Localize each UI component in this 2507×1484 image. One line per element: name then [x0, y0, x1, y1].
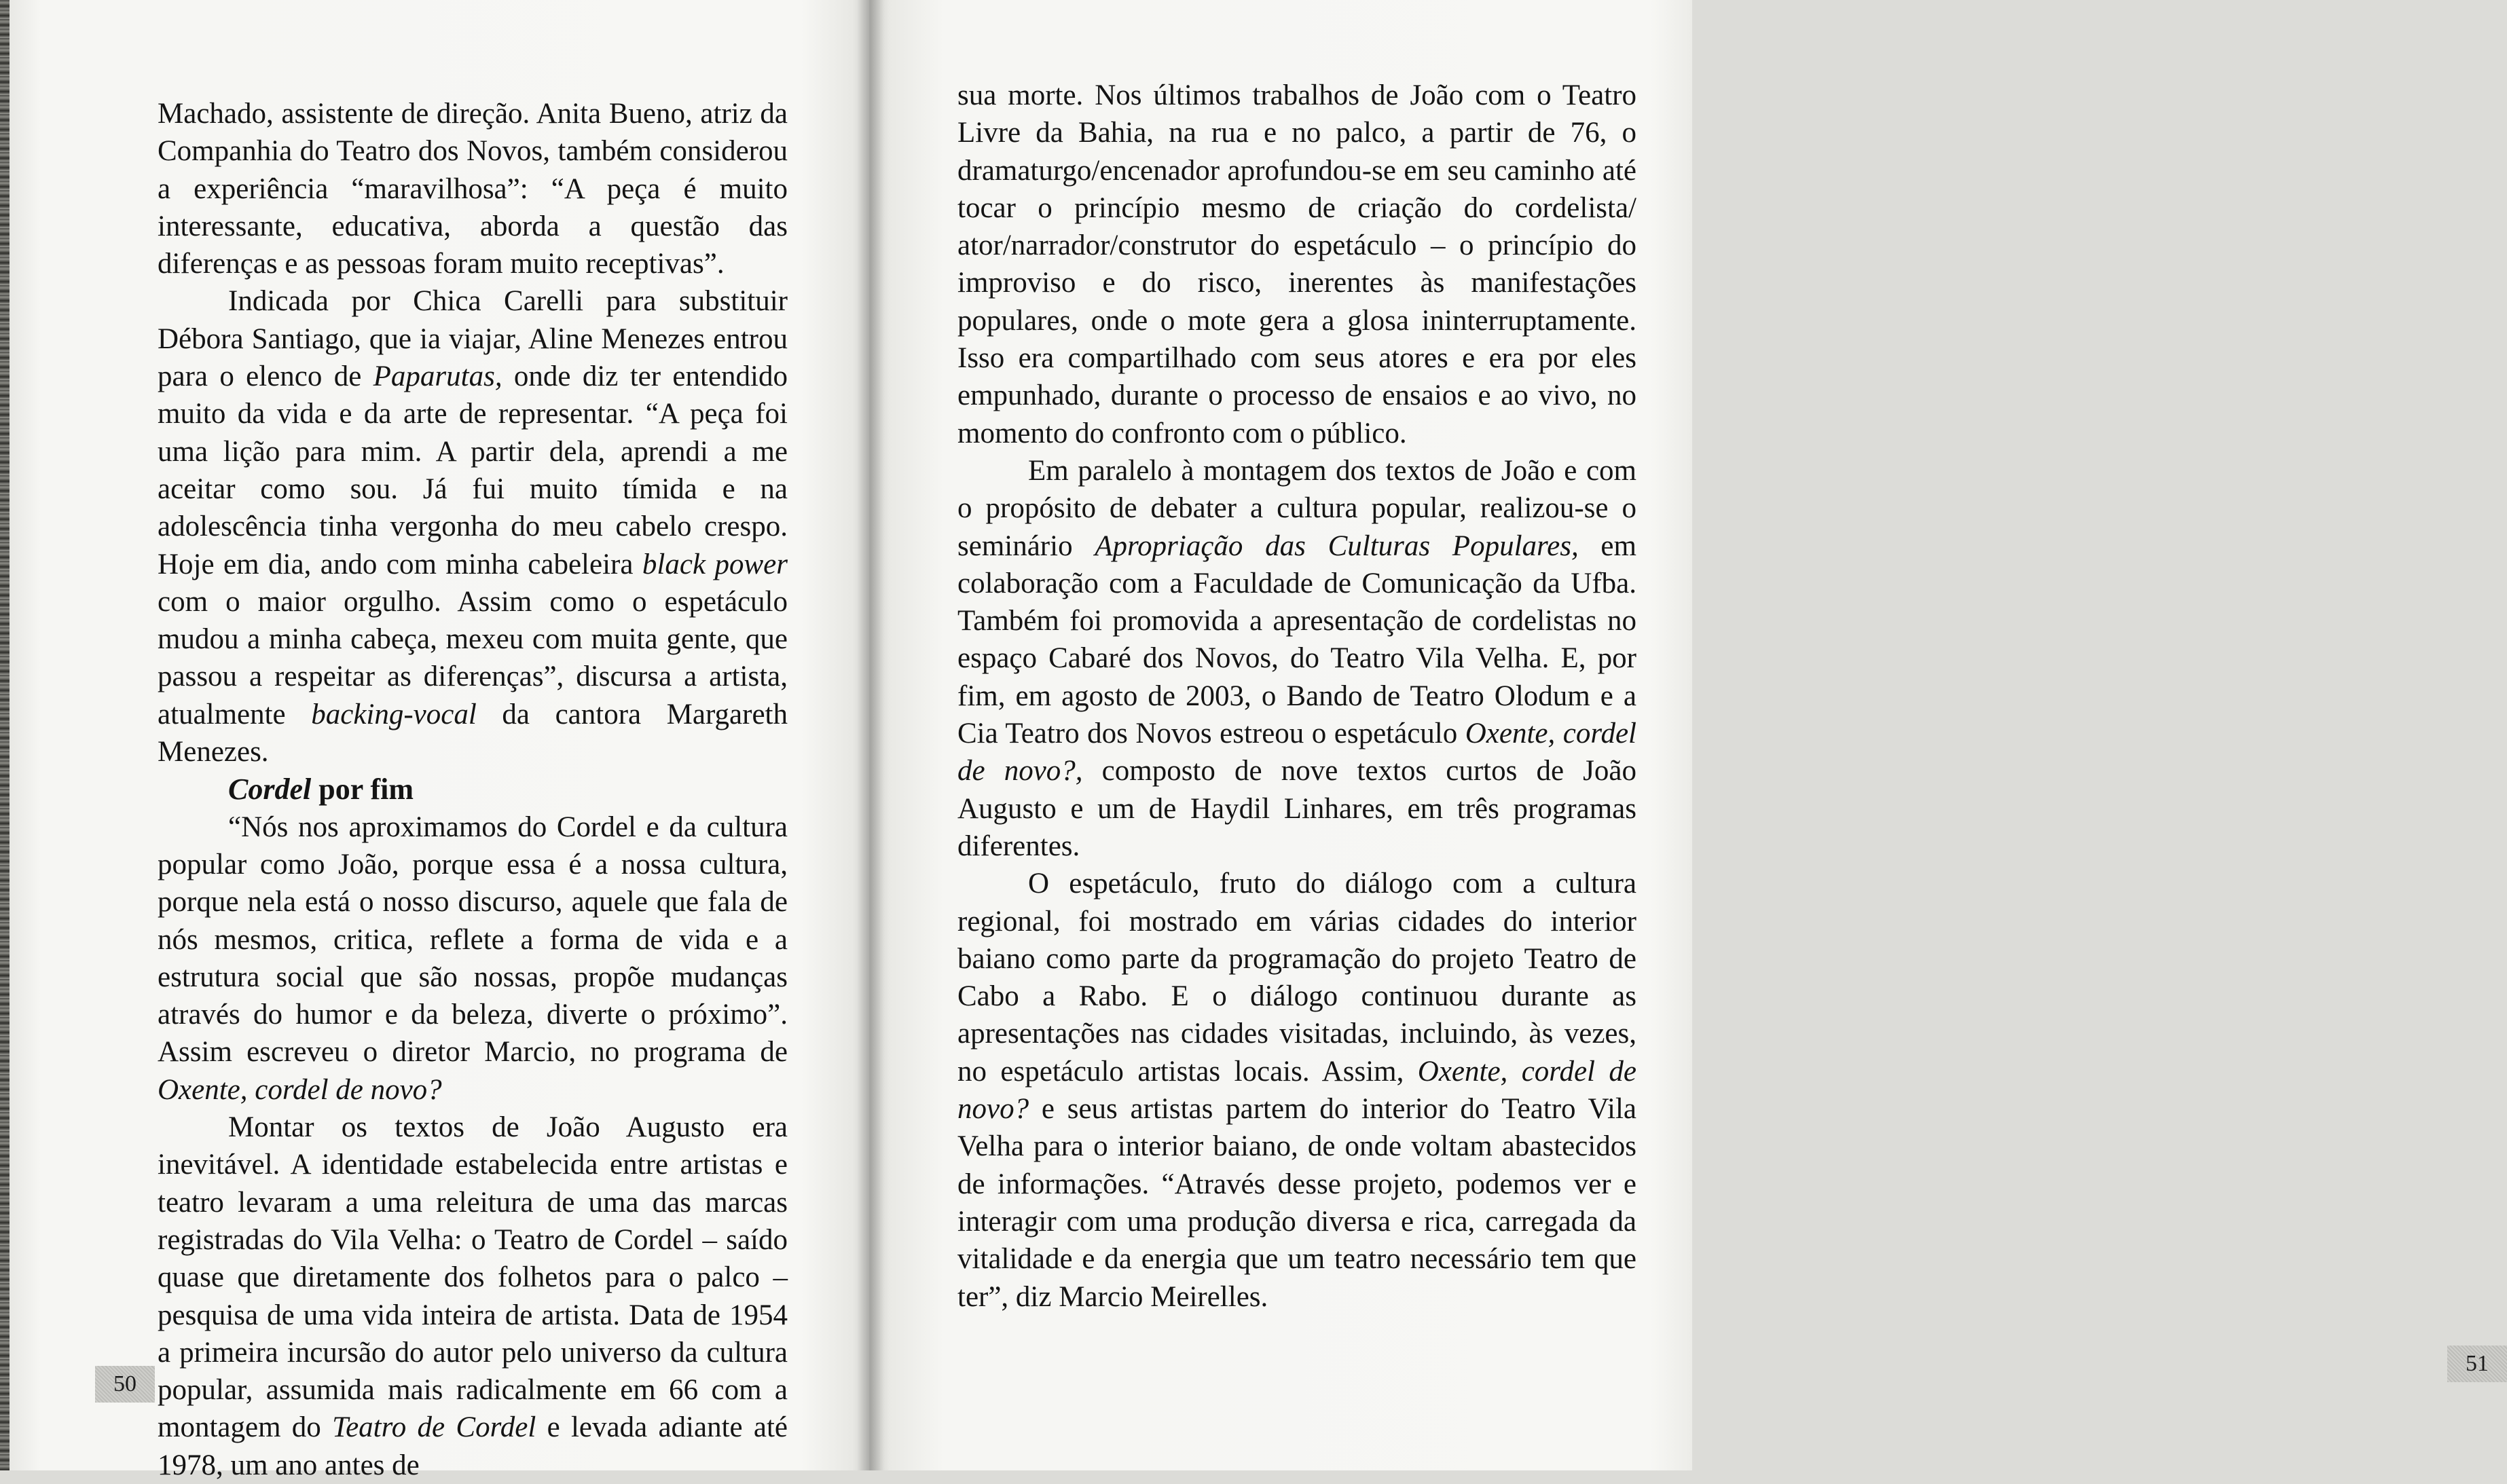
- book-binding-edge: [0, 0, 10, 1470]
- italic-title: Oxente, cordel de novo?: [158, 1073, 442, 1106]
- paragraph: [158, 1109, 788, 1484]
- page-number-left: 50: [95, 1366, 155, 1403]
- paragraph: [158, 95, 788, 282]
- text-run: Indicada por Chica Carelli para substituir Débora Santiago, que ia viajar, Aline Menezes entrou para o elenco de: [158, 285, 788, 393]
- paragraph: [957, 452, 1636, 865]
- section-heading: [158, 771, 788, 808]
- text-run: sua morte. Nos últimos trabalhos de João com o Teatro Livre da Bahia, na rua e no palco, a partir de 76, o dramaturgo/encenador aprofundou-se em seu caminho até tocar o princípio mesmo de criação do cordelista/ ator/narrador/construtor do espetáculo – o princípio do improviso e do risco, inerentes às manifestações populares, onde o mote gera a glosa ininterruptamente. Isso era compartilhado com seus atores e era por eles empunhado, durante o processo de ensaios e ao vivo, no momento do confronto com o público.: [957, 79, 1636, 449]
- text-run: Montar os textos de João Augusto era inevitável. A identidade estabelecida entre artistas e teatro levaram a uma releitura de uma das marcas registradas do Vila Velha: o Teatro de Cordel – saído quase que diretamente dos folhetos para o palco – pesquisa de uma vida inteira de artista. Data de 1954 a primeira incursão do autor pelo universo da cultura popular, assumida mais radicalmente em 66 com a montagem do: [158, 1111, 788, 1444]
- italic-title: Teatro de Cordel: [332, 1411, 536, 1444]
- text-run: e seus artistas partem do interior do Teatro Vila Velha para o interior baiano, de onde voltam abastecidos de informações. “Através desse projeto, podemos ver e interagir com uma produção diversa e rica, carregada da vitalidade e da energia que um teatro necessário tem que ter”, diz Marcio Meirelles.: [957, 1093, 1636, 1313]
- paragraph: [957, 865, 1636, 1316]
- text-run: composto de nove textos curtos de João Augusto e um de Haydil Linhares, em três programas diferentes.: [957, 755, 1636, 862]
- text-run: por fim: [311, 773, 414, 806]
- text-run: “Nós nos aproximamos do Cordel e da cultura popular como João, porque essa é a nossa cultura, porque nela está o nosso discurso, aquele que fala de nós mesmos, critica, reflete a forma de vida e a estrutura social que são nossas, propõe mudanças através do humor e da beleza, diverte o próximo”. Assim escreveu o diretor Marcio, no programa de: [158, 811, 788, 1069]
- paragraph: [158, 809, 788, 1109]
- italic-title: Paparutas,: [373, 360, 502, 393]
- text-run: com o maior orgulho. Assim como o espetáculo mudou a minha cabeça, mexeu com muita gente, que passou a respeitar as diferenças”, discursa a artista, atualmente: [158, 585, 788, 730]
- left-page: [0, 0, 869, 1481]
- text-run: Machado, assistente de direção. Anita Bueno, atriz da Companhia do Teatro dos Novos, também considerou a experiência “maravilhosa”: “A peça é muito interessante, educativa, aborda a questão das diferenças e as pessoas foram muito receptivas”.: [158, 98, 788, 280]
- italic-title: backing-vocal: [311, 698, 477, 730]
- italic-title: Oxente, cordel de novo?,: [957, 718, 1636, 787]
- italic-title: black power: [642, 548, 788, 580]
- text-run: em colaboração com a Faculdade de Comunicação da Ufba. Também foi promovida a apresentação de cordelistas no espaço Cabaré dos Novos, do Teatro Vila Velha. E, por fim, em agosto de 2003, o Bando de Teatro Olodum e a Cia Teatro dos Novos estreou o espetáculo: [957, 530, 1636, 750]
- right-page-text: [957, 77, 1636, 1316]
- italic-title: Cordel: [228, 773, 312, 806]
- text-run: da cantora Margareth Menezes.: [158, 698, 788, 768]
- page-number-right: 51: [2447, 1346, 2507, 1382]
- text-run: e levada adiante até 1978, um ano antes de: [158, 1411, 788, 1481]
- gutter-shadow: [857, 0, 884, 1470]
- italic-title: Apropriação das Culturas Populares,: [1095, 530, 1579, 562]
- left-page-text: [158, 95, 788, 1484]
- paragraph: [158, 282, 788, 771]
- text-run: onde diz ter entendido muito da vida e da arte de representar. “A peça foi uma lição para mim. A partir dela, aprendi a me aceitar como sou. Já fui muito tímida e na adolescência tinha vergonha do meu cabelo crespo. Hoje em dia, ando com minha cabeleira: [158, 360, 788, 580]
- right-page: [869, 0, 2489, 1470]
- italic-title: Oxente, cordel de novo?: [957, 1055, 1636, 1126]
- text-run: O espetáculo, fruto do diálogo com a cultura regional, foi mostrado em várias cidades do interior baiano como parte da programação do projeto Teatro de Cabo a Rabo. E o diálogo continuou durante as apresentações nas cidades visitadas, incluindo, às vezes, no espetáculo artistas locais. Assim,: [957, 868, 1636, 1088]
- paragraph: [957, 77, 1636, 452]
- text-run: Em paralelo à montagem dos textos de João e com o propósito de debater a cultura popular, realizou-se o seminário: [957, 454, 1636, 562]
